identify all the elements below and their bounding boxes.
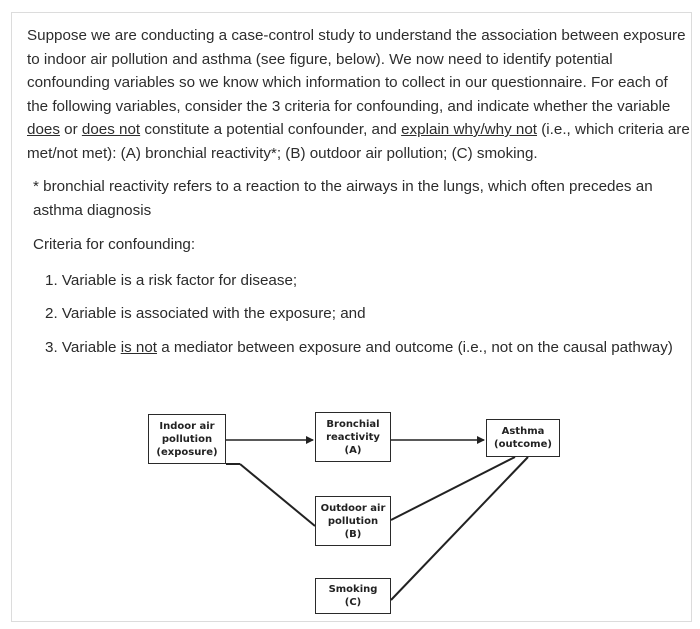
node-outdoor-line-1: Outdoor air <box>320 502 386 514</box>
footnote: * bronchial reactivity refers to a reaction to the airways in the lungs, which often precedes an asthma diagnosis <box>33 178 653 219</box>
question-text-2: or <box>59 121 82 138</box>
criteria-title: Criteria for confounding: <box>33 236 196 253</box>
node-smoking-line-1: Smoking <box>328 584 378 595</box>
node-bronchial-line-1: Bronchial <box>326 418 380 430</box>
node-bronchial-reactivity <box>315 412 391 462</box>
line-indoor-to-outdoor <box>240 464 315 526</box>
node-indoor-line-2: pollution <box>161 433 213 445</box>
criterion-1: 1. Variable is a risk factor for disease; <box>45 272 298 289</box>
node-bronchial-line-2: reactivity <box>326 431 380 443</box>
criterion-3-text-1: 3. Variable <box>45 339 121 356</box>
node-bronchial-line-3: (A) <box>344 444 362 456</box>
question-text-3: constitute a potential confounder, and <box>140 121 402 138</box>
node-asthma <box>486 419 560 457</box>
explain-underlined: explain why/why not <box>401 121 538 138</box>
question-text-4: (i.e., which criteria are met/not met): (A) bronchial reactivity*; (B) outdoor air pollution; (C) smoking. <box>27 121 690 162</box>
criterion-3-underlined: is not <box>120 339 158 356</box>
does-underlined: does <box>27 121 60 138</box>
node-indoor-air-pollution <box>148 414 226 464</box>
criterion-3-text-2: a mediator between exposure and outcome (i.e., not on the causal pathway) <box>157 339 673 356</box>
node-indoor-line-3: (exposure) <box>156 446 218 458</box>
node-smoking-line-2: (C) <box>344 597 362 608</box>
node-indoor-line-1: Indoor air <box>159 420 215 432</box>
node-smoking <box>315 578 391 614</box>
question-text-1: Suppose we are conducting a case-control study to understand the association between exposure to indoor air pollution and asthma (see figure, below). We now need to identify potential confounding variables so we know which information to collect in our questionnaire. For each of the following variables, consider the 3 criteria for confounding, and indicate whether the variable <box>27 27 686 115</box>
node-asthma-line-1: Asthma <box>501 426 545 437</box>
node-asthma-line-2: (outcome) <box>494 439 552 450</box>
line-smoking-to-asthma <box>391 457 528 600</box>
node-outdoor-air-pollution <box>315 496 391 546</box>
line-outdoor-to-asthma <box>391 457 515 520</box>
does-not-underlined: does not <box>81 121 141 138</box>
criterion-2: 2. Variable is associated with the exposure; and <box>45 305 366 322</box>
node-outdoor-line-3: (B) <box>344 528 362 540</box>
node-outdoor-line-2: pollution <box>327 515 379 527</box>
